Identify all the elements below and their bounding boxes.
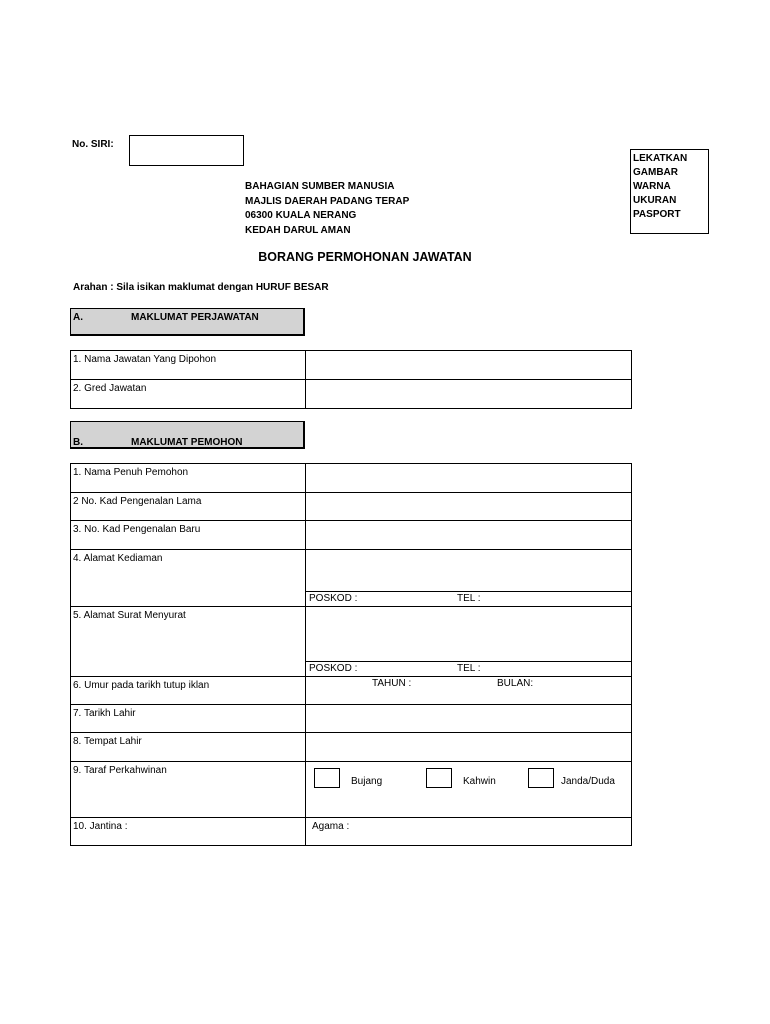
home-address-subrow [306, 591, 631, 606]
tel-label: TEL : [457, 663, 481, 674]
religion-label: Agama : [312, 821, 350, 832]
section-a-header [70, 308, 305, 336]
section-b-table [70, 463, 632, 846]
date-of-birth-input[interactable] [306, 705, 631, 732]
field-label: 2 No. Kad Pengenalan Lama [73, 496, 202, 507]
field-label: 2. Gred Jawatan [73, 383, 147, 394]
home-address-input[interactable] [306, 550, 631, 606]
table-row [71, 493, 631, 521]
old-ic-input[interactable] [306, 493, 631, 520]
age-input[interactable] [306, 677, 631, 704]
table-row [71, 464, 631, 493]
widowed-label: Janda/Duda [561, 776, 615, 787]
organization-address [245, 180, 409, 238]
field-label: 9. Taraf Perkahwinan [73, 765, 167, 776]
field-label: 10. Jantina : [73, 821, 128, 832]
section-a-letter: A. [73, 312, 83, 323]
table-row [71, 705, 631, 733]
address-line: BAHAGIAN SUMBER MANUSIA [245, 181, 395, 192]
photo-placeholder-box [630, 149, 709, 234]
married-checkbox[interactable] [426, 768, 452, 788]
table-row [71, 351, 631, 380]
mailing-address-input[interactable] [306, 607, 631, 676]
address-line: KEDAH DARUL AMAN [245, 224, 351, 236]
single-label: Bujang [351, 776, 383, 787]
table-row [71, 607, 631, 677]
instruction-text: Arahan : Sila isikan maklumat dengan HURUF BESAR [73, 282, 329, 293]
field-label: 4. Alamat Kediaman [73, 553, 163, 564]
field-label: 6. Umur pada tarikh tutup iklan [73, 680, 210, 691]
field-label: 8. Tempat Lahir [73, 736, 142, 747]
serial-number-field[interactable] [129, 135, 244, 166]
table-row [71, 521, 631, 550]
section-b-title: MAKLUMAT PEMOHON [131, 437, 243, 448]
table-row [71, 677, 631, 705]
address-line: MAJLIS DAERAH PADANG TERAP [245, 195, 410, 207]
photo-line: PASPORT [633, 209, 681, 220]
month-label: BULAN: [497, 678, 534, 689]
table-row [71, 818, 631, 845]
widowed-checkbox[interactable] [528, 768, 554, 788]
job-grade-input[interactable] [306, 380, 631, 408]
tel-label: TEL : [457, 593, 481, 604]
field-label: 1. Nama Jawatan Yang Dipohon [73, 354, 217, 365]
table-row [71, 733, 631, 762]
year-label: TAHUN : [372, 678, 412, 689]
table-row [71, 762, 631, 818]
married-label: Kahwin [463, 776, 496, 787]
field-label: 3. No. Kad Pengenalan Baru [73, 524, 201, 535]
section-a-table [70, 350, 632, 409]
marital-status-group [306, 762, 631, 817]
single-checkbox[interactable] [314, 768, 340, 788]
table-row [71, 550, 631, 607]
gender-field[interactable] [71, 818, 306, 845]
address-line: 06300 KUALA NERANG [245, 210, 357, 221]
photo-line: WARNA [633, 181, 671, 192]
photo-line: UKURAN [633, 195, 677, 206]
full-name-input[interactable] [306, 464, 631, 492]
field-label: 7. Tarikh Lahir [73, 708, 136, 719]
serial-number-label: No. SIRI: [72, 139, 114, 150]
section-b-letter: B. [73, 437, 83, 448]
postcode-label: POSKOD : [309, 593, 358, 604]
form-title: BORANG PERMOHONAN JAWATAN [258, 250, 472, 264]
postcode-label: POSKOD : [309, 663, 358, 674]
religion-field[interactable] [306, 818, 631, 845]
place-of-birth-input[interactable] [306, 733, 631, 761]
job-title-input[interactable] [306, 351, 631, 379]
section-a-title: MAKLUMAT PERJAWATAN [131, 312, 259, 323]
section-b-header [70, 421, 305, 449]
new-ic-input[interactable] [306, 521, 631, 549]
mailing-address-subrow [306, 661, 631, 676]
photo-line: LEKATKAN [633, 153, 688, 164]
table-row [71, 380, 631, 408]
photo-line: GAMBAR [633, 167, 678, 178]
field-label: 1. Nama Penuh Pemohon [73, 467, 189, 478]
field-label: 5. Alamat Surat Menyurat [73, 610, 186, 621]
